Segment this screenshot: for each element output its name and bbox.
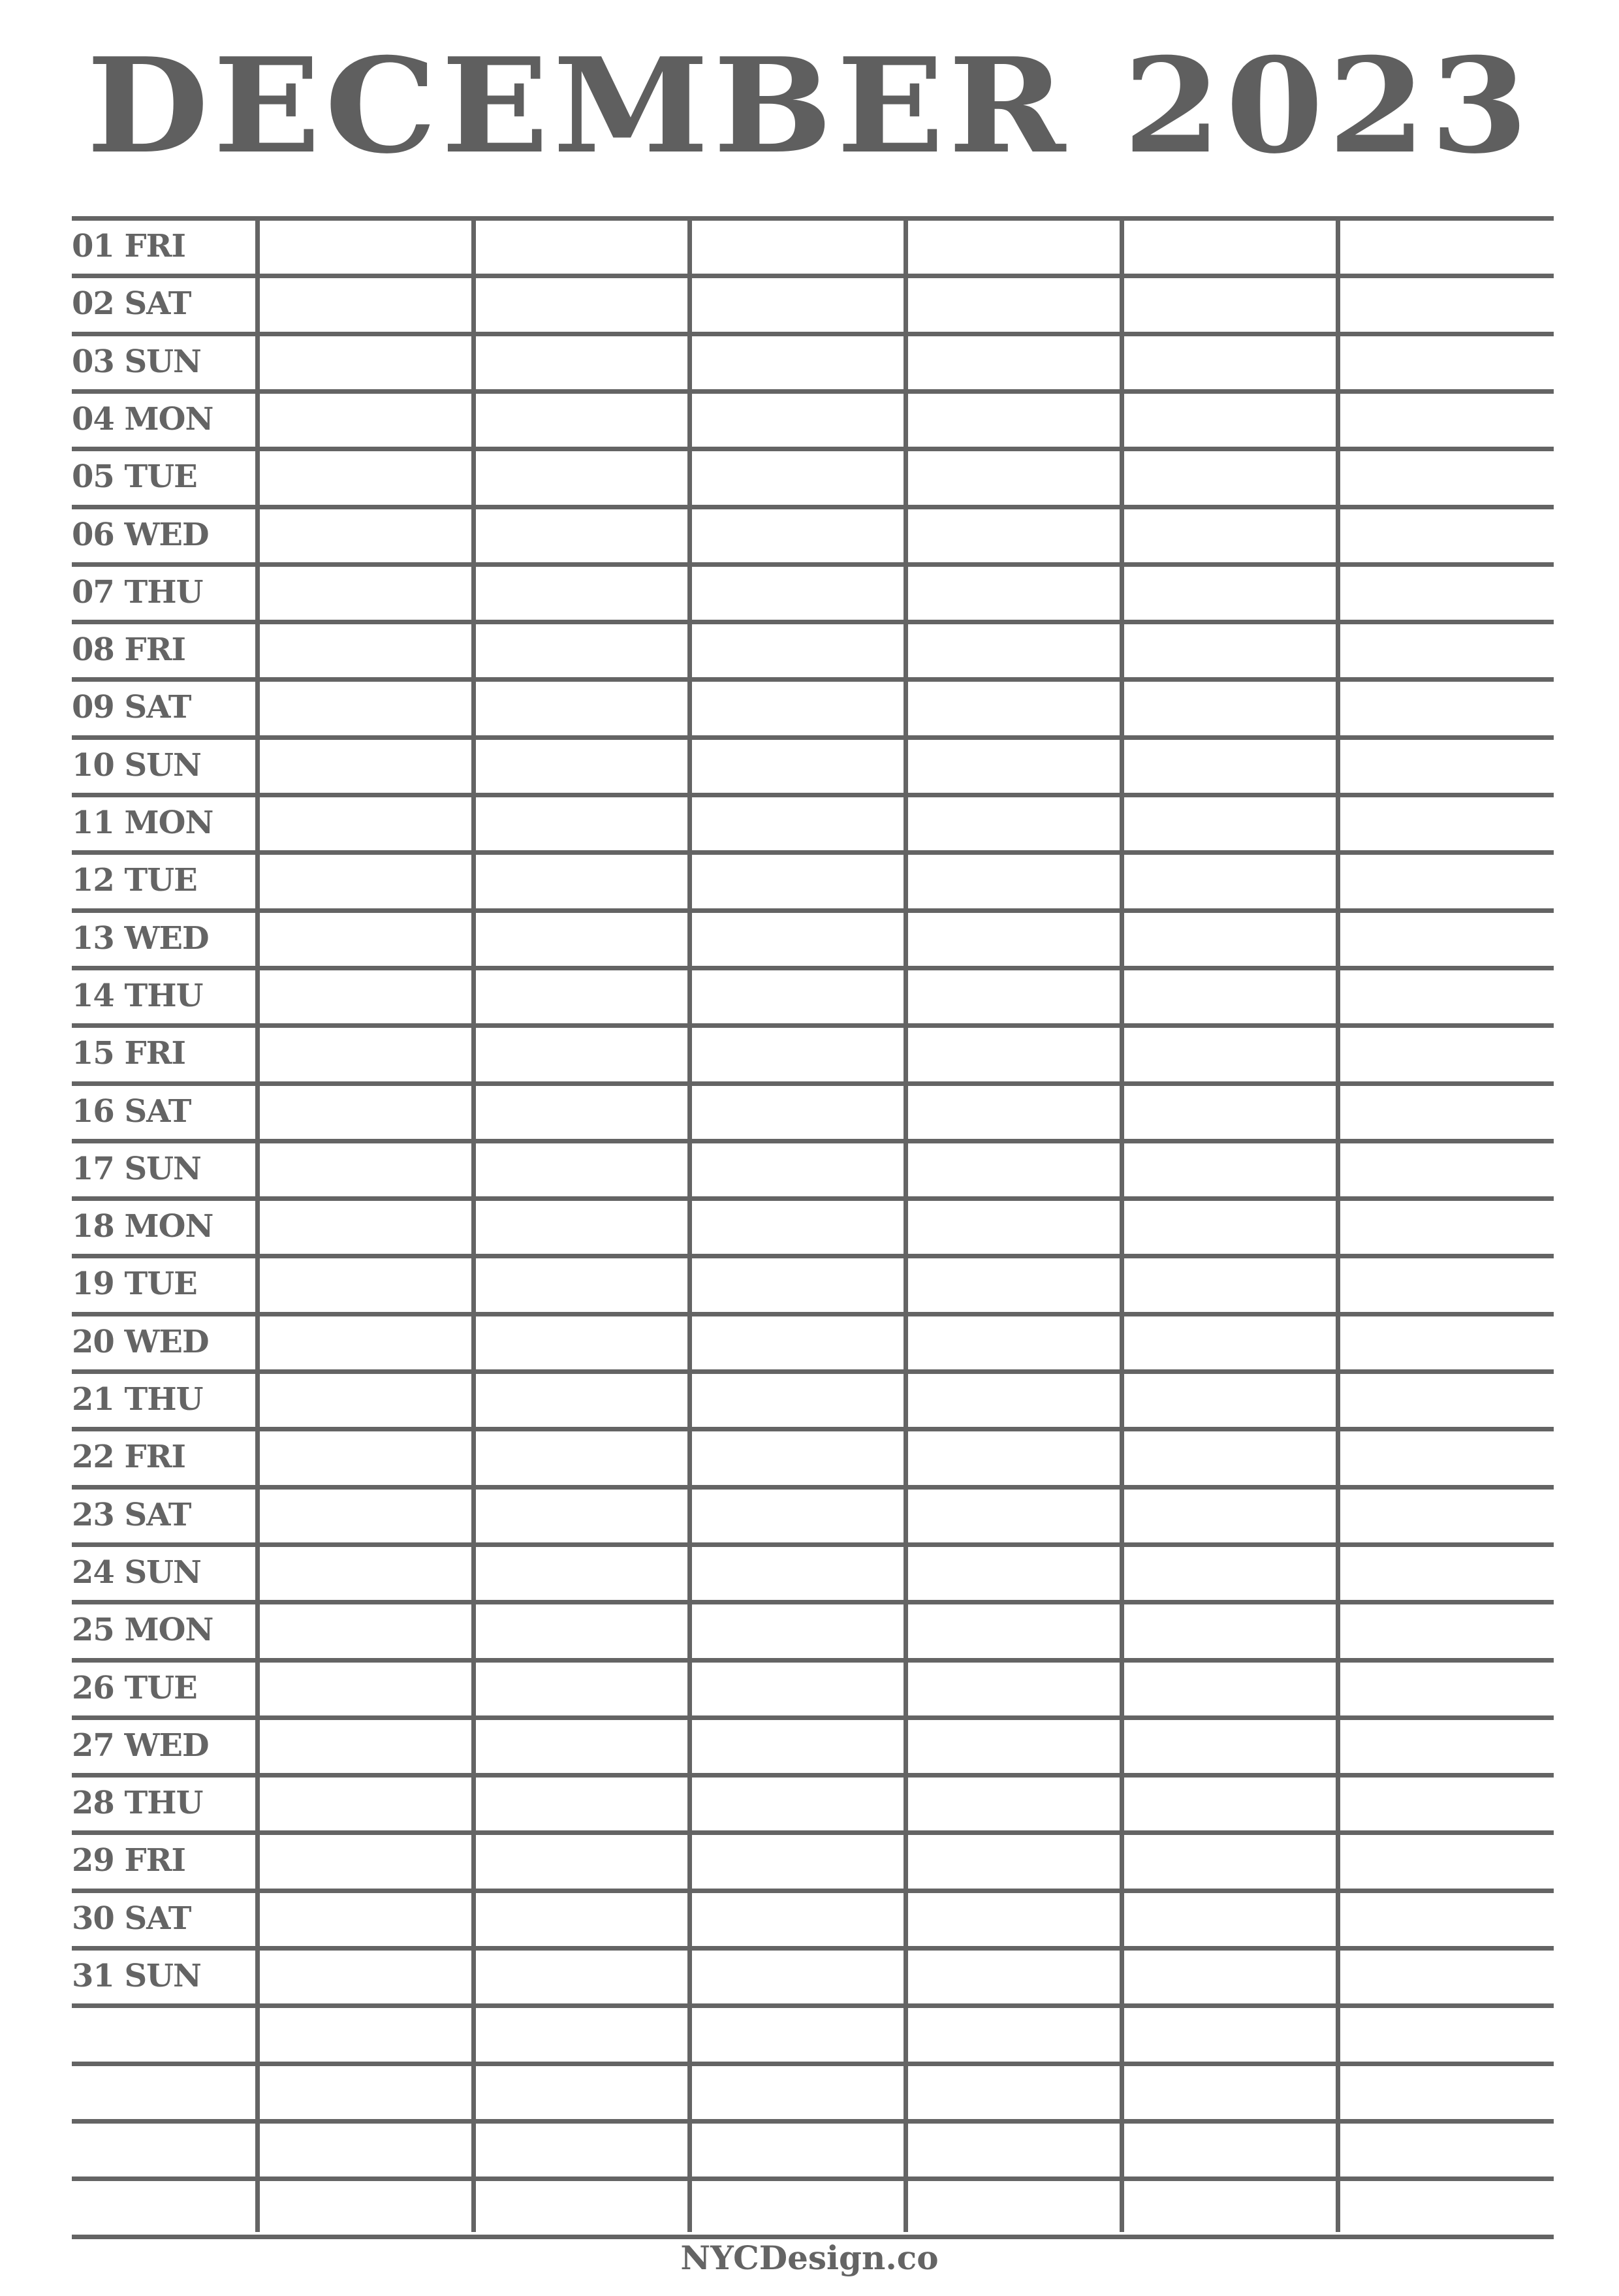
column-line [1336, 216, 1340, 2232]
row-line [72, 1023, 1554, 1028]
column-line [471, 216, 476, 2232]
row-line [72, 1139, 1554, 1143]
day-label: 02 SAT [72, 285, 191, 322]
row-line [72, 216, 1554, 221]
day-label: 21 THU [72, 1381, 203, 1418]
day-label: 11 MON [72, 805, 213, 841]
day-label: 14 THU [72, 978, 203, 1014]
page-title: DECEMBER 2023 [86, 29, 1533, 183]
column-line [1120, 216, 1124, 2232]
day-label: 08 FRI [72, 631, 185, 668]
day-label: 27 WED [72, 1727, 209, 1764]
row-line [72, 1254, 1554, 1258]
row-line [72, 1773, 1554, 1778]
day-label: 15 FRI [72, 1035, 185, 1072]
day-label: 04 MON [72, 401, 213, 438]
day-label: 29 FRI [72, 1842, 185, 1879]
day-label: 13 WED [72, 920, 209, 957]
day-label: 22 FRI [72, 1439, 185, 1475]
row-line [72, 2062, 1554, 2066]
row-line [72, 562, 1554, 567]
column-line [255, 216, 260, 2232]
row-line [72, 274, 1554, 278]
row-line [72, 908, 1554, 913]
row-line [72, 1600, 1554, 1604]
day-label: 12 TUE [72, 862, 197, 899]
row-line [72, 793, 1554, 797]
row-line [72, 735, 1554, 740]
day-label: 25 MON [72, 1612, 213, 1648]
row-line [72, 1369, 1554, 1374]
row-line [72, 2176, 1554, 2181]
row-line [72, 1196, 1554, 1201]
day-label: 01 FRI [72, 228, 185, 264]
row-line [72, 2119, 1554, 2124]
day-label: 07 THU [72, 574, 203, 611]
row-line [72, 850, 1554, 855]
row-line [72, 1081, 1554, 1086]
row-line [72, 1485, 1554, 1490]
row-line [72, 2003, 1554, 2008]
day-label: 17 SUN [72, 1151, 201, 1187]
footer-brand: NYCDesign.co [680, 2239, 939, 2277]
row-line [72, 1658, 1554, 1663]
day-label: 05 TUE [72, 458, 197, 495]
day-label: 24 SUN [72, 1554, 201, 1591]
row-line [72, 1715, 1554, 1720]
row-line [72, 966, 1554, 970]
day-label: 28 THU [72, 1785, 203, 1821]
row-line [72, 1427, 1554, 1431]
day-label: 16 SAT [72, 1093, 191, 1130]
day-label: 23 SAT [72, 1497, 191, 1533]
row-line [72, 332, 1554, 336]
row-line [72, 1542, 1554, 1547]
row-line [72, 447, 1554, 451]
day-label: 19 TUE [72, 1266, 197, 1302]
day-label: 10 SUN [72, 747, 201, 784]
day-label: 30 SAT [72, 1900, 191, 1937]
day-label: 06 WED [72, 517, 209, 553]
column-line [687, 216, 692, 2232]
row-line [72, 389, 1554, 394]
day-label: 03 SUN [72, 343, 201, 380]
day-label: 18 MON [72, 1208, 213, 1245]
day-label: 09 SAT [72, 689, 191, 725]
row-line [72, 1889, 1554, 1893]
day-label: 20 WED [72, 1324, 209, 1360]
row-line [72, 1830, 1554, 1835]
row-line [72, 1312, 1554, 1316]
day-label: 26 TUE [72, 1670, 197, 1706]
row-line [72, 620, 1554, 624]
row-line [72, 677, 1554, 682]
row-line [72, 505, 1554, 509]
column-line [904, 216, 908, 2232]
row-line [72, 1946, 1554, 1951]
day-label: 31 SUN [72, 1958, 201, 1994]
